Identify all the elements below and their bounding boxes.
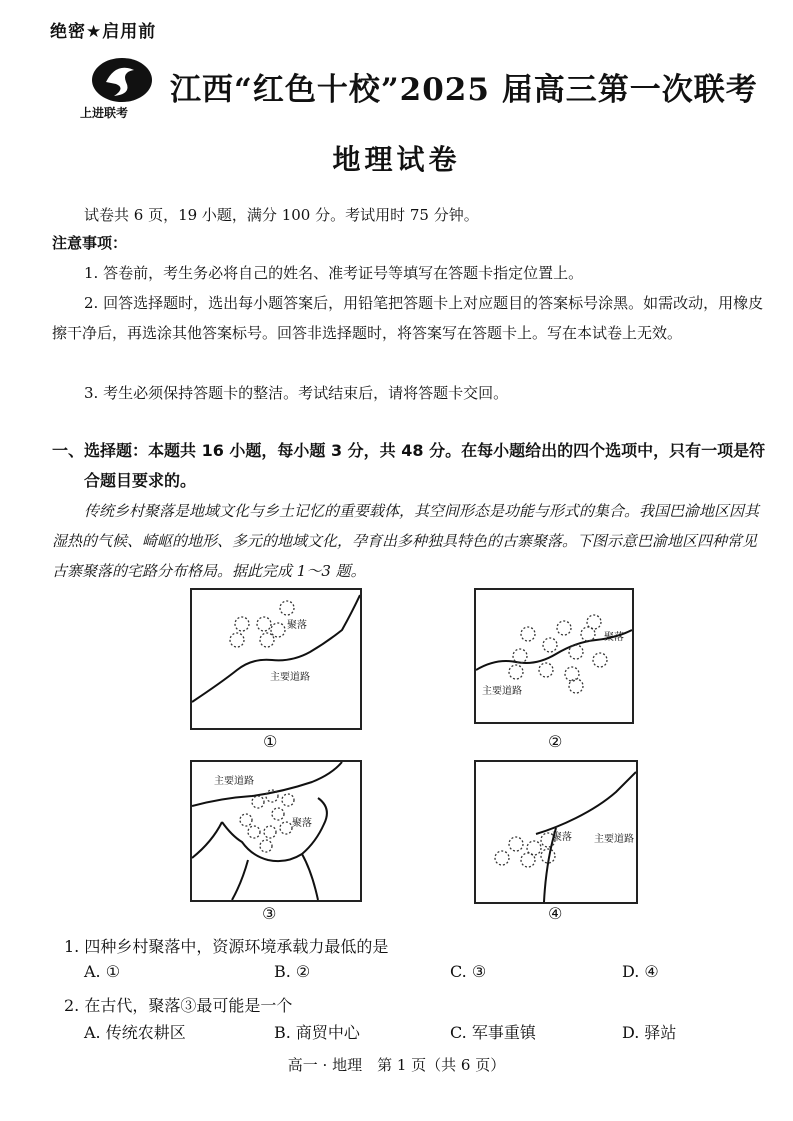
note-item-3: 3. 考生必须保持答题卡的整洁。考试结束后，请将答题卡交回。	[84, 384, 509, 402]
exam-title: 江西“红色十校”2025 届高三第一次联考	[170, 72, 758, 108]
question-1-option-d: D. ④	[622, 962, 659, 981]
secret-mark: 绝密★启用前	[50, 22, 157, 42]
question-2-option-c: C. 军事重镇	[450, 1023, 536, 1042]
page-footer: 高一 · 地理 第 1 页（共 6 页）	[287, 1056, 506, 1074]
map-caption-1: ①	[263, 732, 278, 751]
section-heading	[52, 436, 767, 496]
map-caption-4: ④	[548, 904, 563, 923]
question-1-stem: 1. 四种乡村聚落中，资源环境承载力最低的是	[64, 937, 389, 956]
settlement-label: 聚落	[604, 632, 624, 643]
map-caption-2: ②	[548, 732, 563, 751]
settlement-label: 聚落	[287, 620, 307, 631]
settlement-label: 聚落	[292, 818, 312, 829]
exam-intro: 试卷共 6 页，19 小题，满分 100 分。考试用时 75 分钟。	[84, 206, 479, 224]
road-label: 主要道路	[214, 776, 254, 787]
settlement-label: 聚落	[552, 832, 572, 843]
note-item-2: 2. 回答选择题时，选出每小题答案后，用铅笔把答题卡上对应题目的答案标号涂黑。如需改动，用橡皮擦干净后，再选涂其他答案标号。回答非选择题时，将答案写在答题卡上。写在本试卷上无效。	[52, 294, 764, 342]
question-2-option-b: B. 商贸中心	[274, 1023, 360, 1042]
map-3	[190, 760, 362, 902]
question-1-option-c: C. ③	[450, 962, 487, 981]
road-label: 主要道路	[270, 672, 310, 683]
road-label: 主要道路	[482, 686, 522, 697]
question-1-option-a: A. ①	[84, 962, 121, 981]
question-2-stem: 2. 在古代，聚落③最可能是一个	[64, 996, 293, 1015]
map-1	[190, 588, 362, 730]
question-1-option-b: B. ②	[274, 962, 311, 981]
map-4	[474, 760, 638, 904]
notes-heading: 注意事项：	[52, 234, 128, 252]
logo-text: 上进联考	[80, 106, 129, 120]
map-caption-3: ③	[262, 904, 277, 923]
question-2-option-a: A. 传统农耕区	[84, 1023, 186, 1042]
note-item-1: 1. 答卷前，考生务必将自己的姓名、准考证号等填写在答题卡指定位置上。	[84, 264, 584, 282]
subject-title: 地理试卷	[332, 143, 461, 176]
road-label: 主要道路	[594, 834, 634, 845]
section-heading-text: 一、选择题：本题共 16 小题，每小题 3 分，共 48 分。在每小题给出的四个选项中，只有一项是符合题目要求的。	[52, 441, 766, 490]
question-2-option-d: D. 驿站	[622, 1023, 677, 1042]
map-2	[474, 588, 634, 724]
reading-passage: 传统乡村聚落是地域文化与乡土记忆的重要载体，其空间形态是功能与形式的集合。我国巴渝地区因其湿热的气候、崎岖的地形、多元的地域文化，孕育出多种独具特色的古寨聚落。下图示意巴渝地区四种常见古寨聚落的宅路分布格局。据此完成 1～3 题。	[52, 502, 760, 580]
